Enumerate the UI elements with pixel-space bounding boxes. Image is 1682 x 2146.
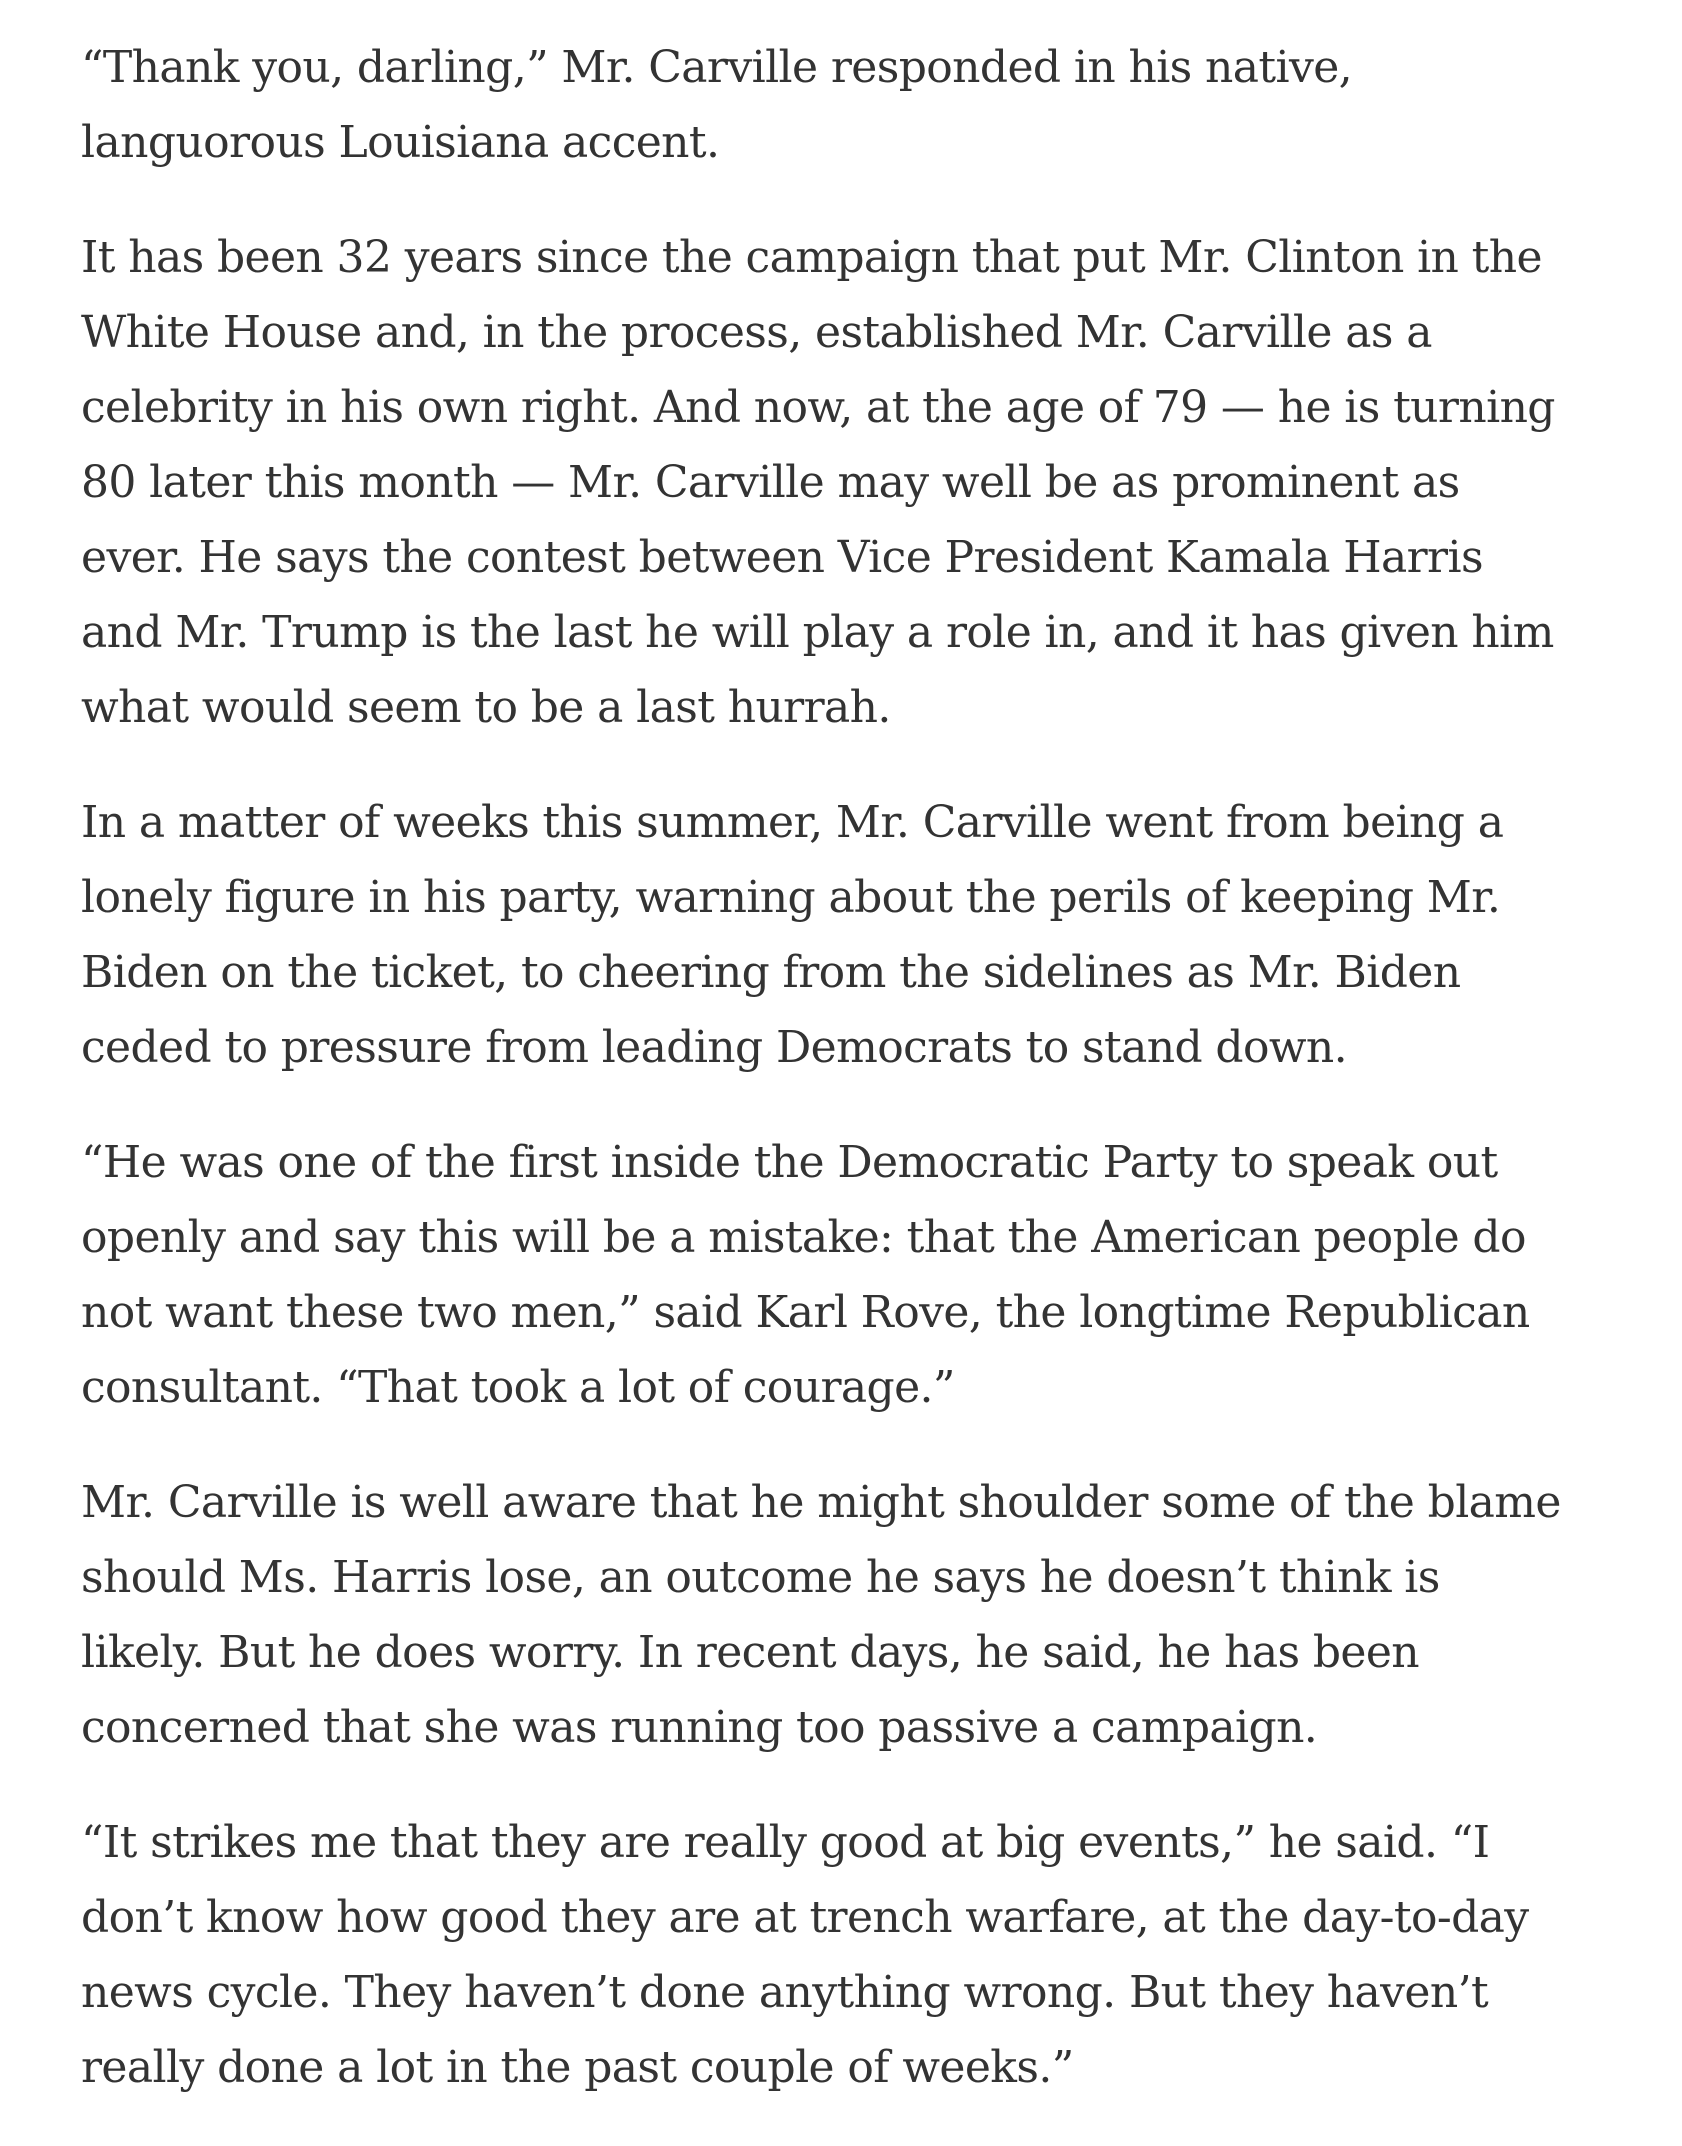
- text-line: Biden on the ticket, to cheering from the sidelines as Mr. Biden: [81, 947, 1461, 998]
- text-line: not want these two men,” said Karl Rove, the longtime Republican: [81, 1287, 1530, 1338]
- text-line: really done a lot in the past couple of weeks.”: [81, 2042, 1074, 2093]
- text-line: “It strikes me that they are really good at big events,” he said. “I: [81, 1817, 1490, 1868]
- text-line: concerned that she was running too passive a campaign.: [81, 1702, 1318, 1753]
- text-line: Mr. Carville is well aware that he might shoulder some of the blame: [81, 1477, 1561, 1528]
- paragraph-5: [81, 1465, 1621, 1765]
- paragraph-2: [81, 220, 1621, 745]
- text-line: news cycle. They haven’t done anything wrong. But they haven’t: [81, 1967, 1489, 2018]
- paragraph-4: [81, 1125, 1621, 1425]
- paragraph-6: [81, 1805, 1621, 2105]
- text-line: celebrity in his own right. And now, at the age of 79 — he is turning: [81, 382, 1555, 433]
- text-line: It has been 32 years since the campaign that put Mr. Clinton in the: [81, 232, 1542, 283]
- text-line: ceded to pressure from leading Democrats to stand down.: [81, 1022, 1348, 1073]
- text-line: should Ms. Harris lose, an outcome he says he doesn’t think is: [81, 1552, 1440, 1603]
- text-line: ever. He says the contest between Vice President Kamala Harris: [81, 532, 1483, 583]
- text-line: “Thank you, darling,” Mr. Carville responded in his native,: [81, 42, 1353, 93]
- article-body: [81, 30, 1621, 2145]
- paragraph-1: [81, 30, 1621, 180]
- text-line: openly and say this will be a mistake: that the American people do: [81, 1212, 1526, 1263]
- text-line: consultant. “That took a lot of courage.”: [81, 1362, 955, 1413]
- text-line: “He was one of the first inside the Democratic Party to speak out: [81, 1137, 1498, 1188]
- paragraph-3: [81, 785, 1621, 1085]
- text-line: languorous Louisiana accent.: [81, 117, 720, 168]
- text-line: likely. But he does worry. In recent days, he said, he has been: [81, 1627, 1420, 1678]
- text-line: lonely figure in his party, warning about the perils of keeping Mr.: [81, 872, 1501, 923]
- text-line: and Mr. Trump is the last he will play a role in, and it has given him: [81, 607, 1554, 658]
- text-line: don’t know how good they are at trench warfare, at the day-to-day: [81, 1892, 1529, 1943]
- text-line: White House and, in the process, established Mr. Carville as a: [81, 307, 1432, 358]
- text-line: 80 later this month — Mr. Carville may well be as prominent as: [81, 457, 1460, 508]
- text-line: what would seem to be a last hurrah.: [81, 682, 891, 733]
- text-line: In a matter of weeks this summer, Mr. Carville went from being a: [81, 797, 1504, 848]
